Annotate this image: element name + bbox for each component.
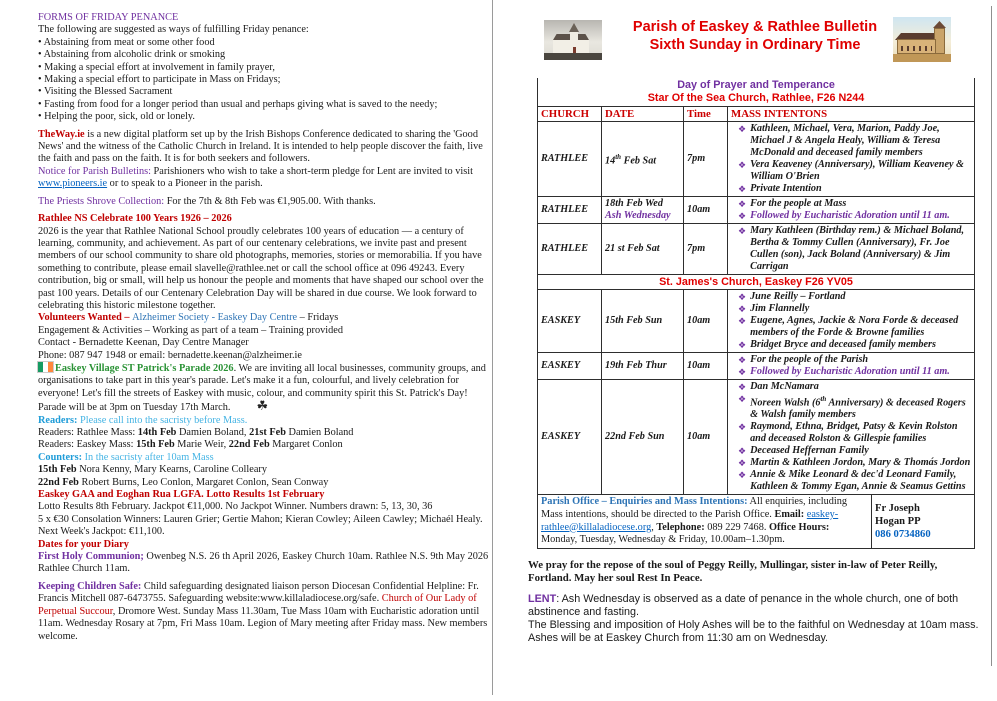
text-segment: Easkey Village ST Patrick's Parade 2026 xyxy=(55,362,234,374)
text-segment: Annie & Mike Leonard & dec'd Leonard Family, Kathleen & Tommy Egan, Annie & Seamus Gettins xyxy=(750,469,966,493)
diamond-bullet-icon: ❖ xyxy=(738,316,747,326)
diamond-bullet-icon: ❖ xyxy=(738,340,747,350)
date-cell xyxy=(602,380,684,495)
text-segment: th xyxy=(615,152,622,161)
text-segment: • Abstaining from meat or some other food xyxy=(38,36,215,48)
lent-notice xyxy=(528,593,980,646)
intentions-cell xyxy=(728,290,975,353)
diamond-bullet-icon: ❖ xyxy=(738,292,747,302)
text-segment: Dates for your Diary xyxy=(38,538,129,550)
paragraph xyxy=(38,362,495,415)
text-segment: ☘ xyxy=(256,398,269,414)
intention-item xyxy=(731,291,971,303)
intention-item xyxy=(731,354,971,366)
text-segment: For the people at Mass xyxy=(750,198,847,209)
text-segment: Private Intention xyxy=(750,183,822,194)
paragraph xyxy=(38,337,495,349)
text-segment: 14 xyxy=(605,155,616,167)
text-segment: Dan McNamara xyxy=(750,381,819,392)
intention-item xyxy=(731,421,971,445)
mass-row xyxy=(538,122,975,197)
right-page xyxy=(520,10,990,646)
text-segment: 21st Feb xyxy=(249,427,286,438)
intentions-cell xyxy=(728,353,975,380)
diamond-bullet-icon: ❖ xyxy=(738,446,747,457)
text-segment: , Dromore West. Sunday Mass 11.30am, Tue Mass 10am with Eucharistic adoration until 11am. Wednesday Rosary at 7pm, Fri Mass 10am. Legion of Mary meeting after Friday mass. New members welcome. xyxy=(38,605,488,642)
text-segment: . We are inviting all local businesses, community groups, and organisations to take part in this year's parade. Let's make it a fun, colourful, and lively celebration for everyone! Let's fill the streets of Easkey with music, colour, and community spirit this St. Patrick's Day! Parade will be at 3pm on Tuesday 17th March. xyxy=(38,362,486,414)
intention-item xyxy=(731,225,971,273)
text-segment: 14th Feb xyxy=(137,427,177,438)
text-segment: TheWay.ie xyxy=(38,128,85,140)
text-segment: Noreen Walsh (6 xyxy=(750,397,821,409)
text-segment: Please call into the sacristy before Mass. xyxy=(77,414,248,426)
text-segment: Followed by Eucharistic Adoration until 11 am. xyxy=(750,366,950,377)
diamond-bullet-icon: ❖ xyxy=(738,124,747,134)
time-cell: 10am xyxy=(684,197,728,224)
time-cell: 10am xyxy=(684,353,728,380)
text-segment: Easkey GAA and Eoghan Rua LGFA. Lotto Results 1st February xyxy=(38,489,325,501)
church-cell: EASKEY xyxy=(538,380,602,495)
mass-row xyxy=(538,197,975,224)
mass-intentions-table xyxy=(537,78,975,549)
text-segment: – Fridays xyxy=(297,312,339,324)
intention-item xyxy=(731,366,971,378)
bulletin-header xyxy=(520,10,990,72)
text-segment: Phone: 087 947 1948 or email: bernadette.keenan@alzheimer.ie xyxy=(38,349,302,361)
text-segment: 19th Feb Thur xyxy=(605,360,667,371)
priest-contact-cell xyxy=(872,495,975,548)
text-segment: Owenbeg N.S. 26 th April 2026, Easkey Church 10am. Rathlee N.S. 9th May 2026 Rathlee Church 11am. xyxy=(38,551,489,575)
text-segment: Bridget Bryce and deceased family members xyxy=(750,339,936,350)
paragraph xyxy=(38,213,495,225)
text-segment: th xyxy=(820,395,827,403)
priest-phone: 086 0734860 xyxy=(875,529,931,541)
text-segment: Jim Flannelly xyxy=(750,303,810,314)
text-segment: For the people of the Parish xyxy=(750,354,869,365)
paragraph xyxy=(38,539,495,551)
paragraph xyxy=(38,166,495,191)
paragraph xyxy=(38,226,495,313)
rathlee-church-subtitle: Star Of the Sea Church, Rathlee, F26 N244 xyxy=(647,91,865,104)
text-segment: Engagement & Activities – Working as part of a team – Training provided xyxy=(38,324,343,336)
office-row xyxy=(538,495,975,548)
paragraph xyxy=(38,129,495,166)
text-segment: Church of Our Lady of Perpetual Succour xyxy=(38,593,477,617)
text-segment: Contact - Bernadette Keenan, Day Centre Manager xyxy=(38,337,249,349)
hyperlink[interactable]: easkey-rathlee@killaladiocese.org xyxy=(541,508,839,533)
text-segment: Nora Kenny, Mary Kearns, Caroline Colleary xyxy=(76,464,267,476)
paragraph xyxy=(38,99,495,111)
parish-office-cell xyxy=(538,495,872,548)
intention-item xyxy=(731,210,971,222)
paragraph xyxy=(38,501,495,513)
intention-item xyxy=(731,393,971,421)
table-header-row xyxy=(538,107,975,122)
paragraph xyxy=(38,477,495,489)
paragraph xyxy=(38,439,495,451)
priest-name: Fr Joseph xyxy=(875,503,920,515)
text-segment: , xyxy=(651,521,657,533)
mass-table-body xyxy=(538,78,975,548)
col-header-date: DATE xyxy=(602,107,684,122)
text-segment: : Ash Wednesday is observed as a date of penance in the whole church, one of both abstinence and fasting. xyxy=(528,592,959,618)
intention-item xyxy=(731,469,971,493)
text-segment: Kathleen, Michael, Vera, Marion, Paddy Joe, Michael J & Angela Healy, William & Teresa McDonald and deceased family members xyxy=(750,123,941,158)
date-cell xyxy=(602,290,684,353)
intentions-cell xyxy=(728,380,975,495)
time-cell: 7pm xyxy=(684,224,728,275)
intention-item xyxy=(731,315,971,339)
church-cell: RATHLEE xyxy=(538,224,602,275)
hyperlink[interactable]: www.pioneers.ie xyxy=(38,178,108,190)
paragraph xyxy=(38,86,495,98)
text-segment: Damien Boland xyxy=(285,427,354,438)
irish-flag-icon xyxy=(38,362,53,372)
intention-item xyxy=(731,303,971,315)
intention-item xyxy=(731,339,971,351)
paragraph xyxy=(38,74,495,86)
date-cell xyxy=(602,353,684,380)
paragraph xyxy=(38,427,495,439)
text-segment: Notice for Parish Bulletins: xyxy=(38,165,151,177)
day-of-prayer-title: Day of Prayer and Temperance xyxy=(677,79,835,91)
text-segment: Readers: xyxy=(38,414,78,426)
text-segment: June Reilly – Fortland xyxy=(750,291,846,302)
text-segment: • Fasting from food for a longer period than usual and perhaps giving what is saved to the needy; xyxy=(38,98,438,110)
text-segment: 21 st Feb Sat xyxy=(605,243,660,254)
intention-item xyxy=(731,381,971,393)
church-cell: RATHLEE xyxy=(538,197,602,224)
church-cell: EASKEY xyxy=(538,353,602,380)
table-title-cell xyxy=(538,78,975,107)
text-segment: Followed by Eucharistic Adoration until 11 am. xyxy=(750,210,950,221)
text-segment: Readers: Easkey Mass: xyxy=(38,439,137,451)
paragraph xyxy=(38,350,495,362)
diamond-bullet-icon: ❖ xyxy=(738,211,747,221)
text-segment: Parish Office – Enquiries and Mass Intentions: xyxy=(541,496,748,508)
text-segment: The following are suggested as ways of fulfilling Friday penance: xyxy=(38,24,309,36)
paragraph xyxy=(38,24,495,36)
paragraph xyxy=(38,452,495,464)
time-cell: 10am xyxy=(684,290,728,353)
text-segment: • Making a special effort to participate in Mass on Fridays; xyxy=(38,74,281,86)
paragraph xyxy=(38,49,495,61)
text-segment: Martin & Kathleen Jordon, Mary & Thomás Jordon xyxy=(750,457,971,469)
text-segment: Damien Boland, xyxy=(176,427,250,438)
text-segment: 15th Feb Sun xyxy=(605,315,663,326)
date-cell xyxy=(602,224,684,275)
text-segment: is a new digital platform set up by the Irish Bishops Conference dedicated to sharing the 'Good News' and the witness of the Catholic Church in Ireland. It is intended to help people discover the faith, live the faith and pass on the faith. It is for both seekers and followers. xyxy=(38,128,483,165)
church-cell: EASKEY xyxy=(538,290,602,353)
text-segment: or to speak to a Pioneer in the parish. xyxy=(107,178,263,190)
text-segment: Ash Wednesday xyxy=(605,210,671,221)
text-segment: Rathlee NS Celebrate 100 Years 1926 – 2026 xyxy=(38,213,232,225)
text-segment: First Holy Communion; xyxy=(38,551,144,563)
paragraph xyxy=(38,514,495,539)
intention-item xyxy=(731,183,971,195)
col-header-church: CHURCH xyxy=(538,107,602,122)
paragraph xyxy=(38,581,495,643)
diamond-bullet-icon: ❖ xyxy=(738,458,747,469)
text-segment: Counters: xyxy=(38,451,83,463)
text-segment: Vera Keaveney (Anniversary), William Keaveney & William O'Brien xyxy=(750,159,964,182)
text-segment: FORMS OF FRIDAY PENANCE xyxy=(38,12,179,23)
intentions-cell xyxy=(728,122,975,197)
text-segment: 2026 is the year that Rathlee National School proudly celebrates 100 years of education — a century of learning, community, and achievement. As part of our centenary celebrations, we invite past and present members of our school community to share old photographs, memories, stories or memorabilia. If you have something to contribute, please email slavelle@rathlee.net or call the school office at 096 49243. Every contribution, big or small, will help us honour the people and moments that have shaped our school over the past 100 years. Details of our Centenary Celebration Day will be shared in due course. We look forward to celebrating this historic milestone together. xyxy=(38,225,484,311)
text-segment: Feb Sat xyxy=(621,155,657,167)
text-segment: Keeping Children Safe: xyxy=(38,580,142,592)
paragraph xyxy=(38,464,495,476)
mass-row xyxy=(538,380,975,495)
diamond-bullet-icon: ❖ xyxy=(738,422,747,433)
text-segment: All enquiries, including Mass intentions, should be directed to the Parish Office. xyxy=(541,496,848,520)
text-segment: Readers: Rathlee Mass: xyxy=(38,427,138,438)
text-segment: 089 229 7468. xyxy=(704,521,769,533)
diamond-bullet-icon: ❖ xyxy=(738,160,747,170)
text-segment: Alzheimer Society - Easkey Day Centre xyxy=(132,312,298,324)
diamond-bullet-icon: ❖ xyxy=(738,199,747,209)
text-segment: Monday, Tuesday, Wednesday & Friday, 10.00am–1.30pm. xyxy=(541,534,785,546)
paragraph xyxy=(38,62,495,74)
easkey-church-image xyxy=(893,17,951,62)
text-segment: Mary Kathleen (Birthday rem.) & Michael Boland, Bertha & Tommy Cullen (Anniversary), Fr. Joe Cullen (son), Jack Boland (Anniversary) & Jim Carrigan xyxy=(750,225,965,272)
text-segment: Eugene, Agnes, Jackie & Nora Forde & deceased members of the Forde & Browne families xyxy=(750,315,959,338)
section-row xyxy=(538,275,975,290)
text-segment: • Visiting the Blessed Sacrament xyxy=(38,86,173,98)
text-segment: 15th Feb xyxy=(38,464,77,476)
paragraph xyxy=(38,415,495,427)
date-cell xyxy=(602,197,684,224)
intention-item xyxy=(731,457,971,469)
text-segment: Telephone: xyxy=(656,521,705,533)
lent-line xyxy=(528,619,980,632)
section-title-cell: St. James's Church, Easkey F26 YV05 xyxy=(538,275,975,290)
paragraph xyxy=(38,196,495,208)
paragraph xyxy=(38,312,495,324)
text-segment: Volunteers Wanted – xyxy=(38,312,133,324)
text-segment: • Helping the poor, sick, old or lonely. xyxy=(38,111,195,123)
bulletin-title-line2: Sixth Sunday in Ordinary Time xyxy=(649,37,861,53)
text-segment: • Abstaining from alcoholic drink or smoking xyxy=(38,49,226,61)
text-segment: For the 7th & 8th Feb was €1,905.00. With thanks. xyxy=(164,195,376,207)
text-segment: The Blessing and imposition of Holy Ashes will be to the faithful on Wednesday at 10am mass. xyxy=(528,619,979,632)
paragraph xyxy=(38,12,495,24)
text-segment: Child safeguarding designated liaison person Diocesan Confidential Helpline: Fr. Francis Mitchell 087-6473755. Safeguarding website:www.killaladiocese.org/safe. xyxy=(38,580,479,605)
text-segment: • Making a special effort at involvement in family prayer, xyxy=(38,61,275,73)
intentions-cell xyxy=(728,224,975,275)
priest-name: Hogan PP xyxy=(875,516,921,528)
table-title-row xyxy=(538,78,975,107)
text-segment: In the sacristy after 10am Mass xyxy=(82,451,214,463)
intention-item xyxy=(731,198,971,210)
bulletin-title xyxy=(590,18,920,54)
time-cell: 10am xyxy=(684,380,728,495)
text-segment: Marie Weir, xyxy=(174,439,229,451)
left-page xyxy=(38,12,495,643)
col-header-intentions: MASS INTENTONS xyxy=(728,107,975,122)
paragraph xyxy=(38,489,495,501)
paragraph xyxy=(38,551,495,576)
diamond-bullet-icon: ❖ xyxy=(738,226,747,236)
bulletin-title-line1: Parish of Easkey & Rathlee Bulletin xyxy=(632,19,878,35)
text-segment: Office Hours: xyxy=(769,521,830,533)
diamond-bullet-icon: ❖ xyxy=(738,394,747,404)
text-segment: Anniversary) & deceased Rogers & Walsh family members xyxy=(750,397,966,421)
page-divider xyxy=(492,0,493,695)
text-segment: 5 x €30 Consolation Winners: Lauren Grier; Gertie Mahon; Kieran Cowley; Aileen Cawley; Michaél Healy. Next Week's Jackpot: €11,100. xyxy=(38,513,483,538)
text-segment: Raymond, Ethna, Bridget, Patsy & Kevin Rolston and deceased Rolston & Gillespie families xyxy=(750,421,958,445)
mass-row xyxy=(538,224,975,275)
text-segment: Deceased Heffernan Family xyxy=(750,445,869,457)
time-cell: 7pm xyxy=(684,122,728,197)
diamond-bullet-icon: ❖ xyxy=(738,304,747,314)
text-segment: 22nd Feb xyxy=(38,476,79,488)
text-segment: Lotto Results 8th February. Jackpot €11,000. No Jackpot Winner. Numbers drawn: 5, 13, 30, 36 xyxy=(38,501,433,513)
text-segment: Margaret Conlon xyxy=(269,439,343,451)
diamond-bullet-icon: ❖ xyxy=(738,355,747,365)
paragraph xyxy=(38,37,495,49)
text-segment: The Priests Shrove Collection: xyxy=(38,195,165,207)
repose-notice: We pray for the repose of the soul of Peggy Reilly, Mullingar, sister in-law of Peter Reilly, Fortland. May her soul Rest In Peace. xyxy=(528,558,938,584)
diamond-bullet-icon: ❖ xyxy=(738,382,747,392)
text-segment: Robert Burns, Leo Conlon, Margaret Conlon, Sean Conway xyxy=(78,476,329,488)
page-right-edge xyxy=(991,6,992,666)
paragraph xyxy=(38,325,495,337)
mass-row xyxy=(538,290,975,353)
intentions-cell xyxy=(728,197,975,224)
lent-line xyxy=(528,593,980,619)
lent-line xyxy=(528,632,980,645)
text-segment: Parishioners who wish to take a short-term pledge for Lent are invited to visit xyxy=(150,165,473,177)
text-segment: LENT xyxy=(528,592,557,605)
mass-row xyxy=(538,353,975,380)
intention-item xyxy=(731,123,971,159)
text-segment: Email: xyxy=(774,508,805,520)
text-segment: Ashes will be at Easkey Church from 11:30 am on Wednesday. xyxy=(528,632,829,645)
text-segment: 22nd Feb Sun xyxy=(605,431,665,443)
diamond-bullet-icon: ❖ xyxy=(738,367,747,377)
intention-item xyxy=(731,445,971,457)
text-segment: 18th Feb Wed xyxy=(605,198,663,209)
diamond-bullet-icon: ❖ xyxy=(738,184,747,194)
diamond-bullet-icon: ❖ xyxy=(738,470,747,481)
text-segment: 22nd Feb xyxy=(228,439,270,451)
paragraph xyxy=(38,111,495,123)
col-header-time: Time xyxy=(684,107,728,122)
text-segment: 15th Feb xyxy=(136,439,175,451)
date-cell xyxy=(602,122,684,197)
intention-item xyxy=(731,159,971,183)
church-cell: RATHLEE xyxy=(538,122,602,197)
